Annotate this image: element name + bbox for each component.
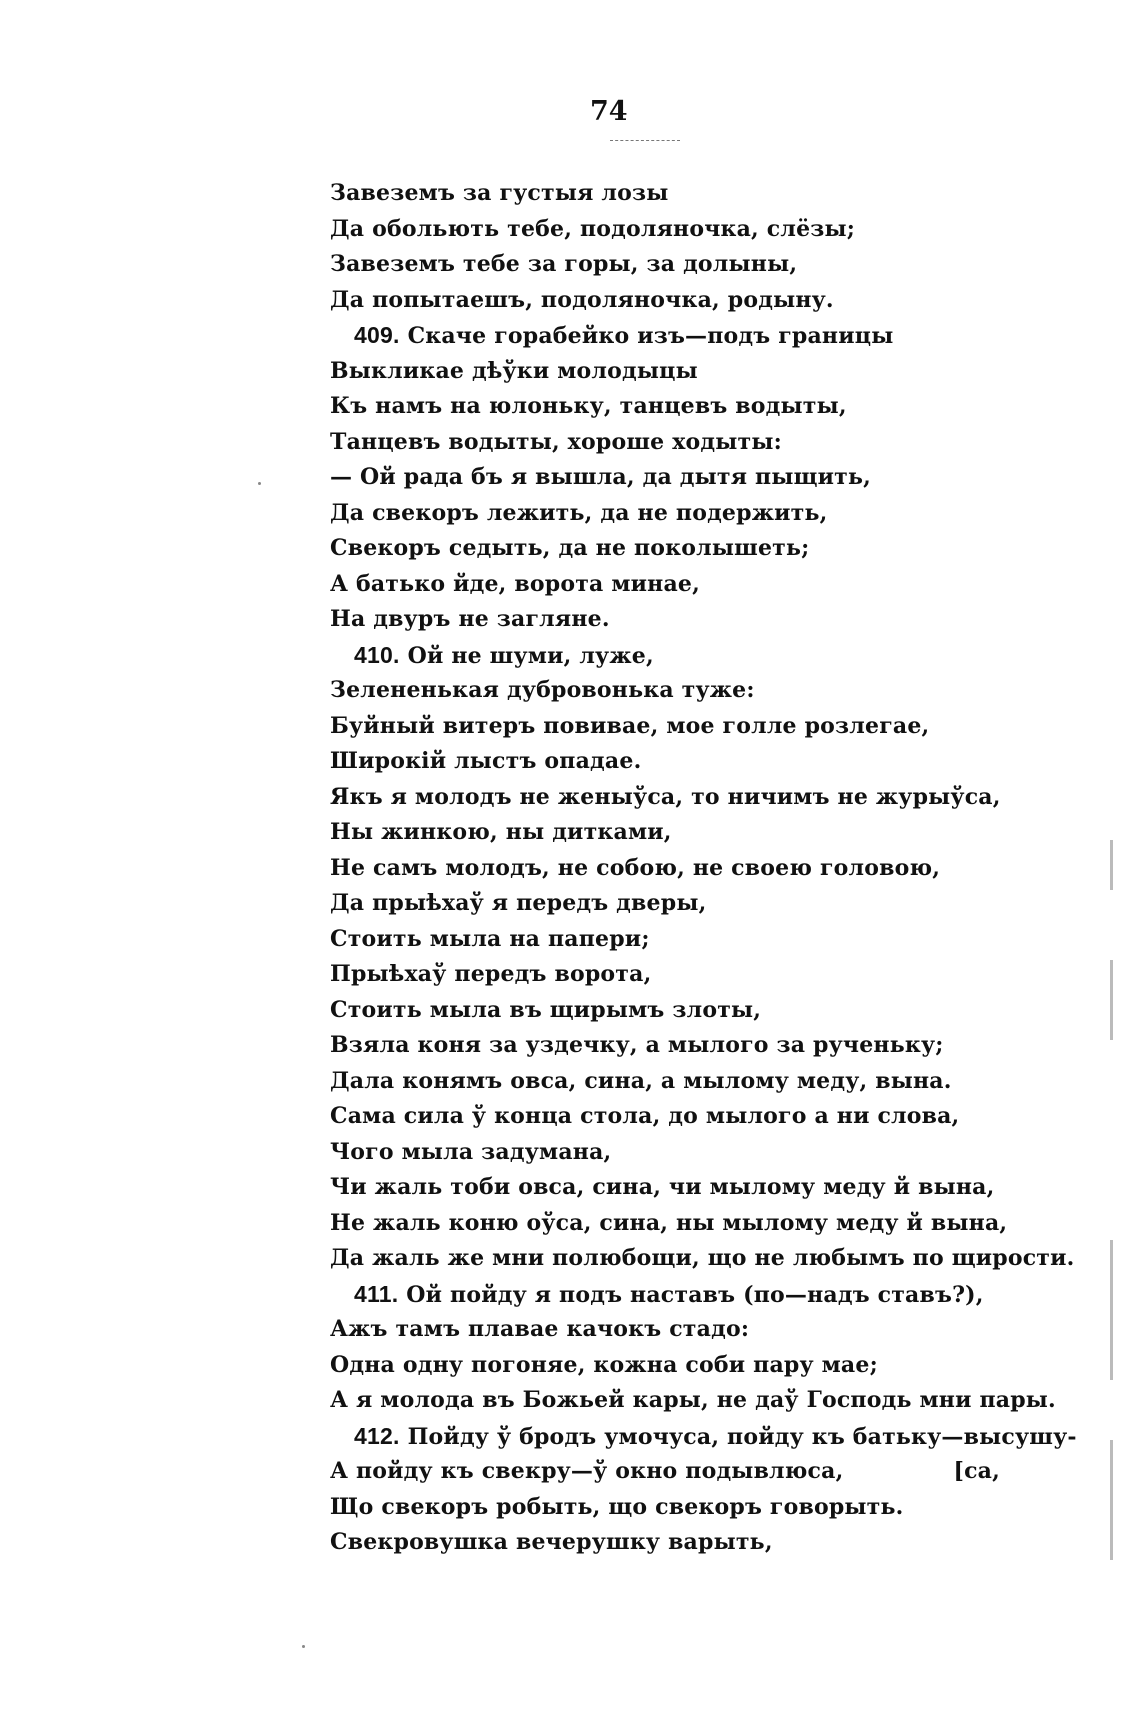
verse-number: 409. — [354, 322, 400, 348]
line-text: Завеземъ за густыя лозы — [330, 180, 669, 206]
verse-number: 411. — [354, 1280, 399, 1307]
text-line — [330, 425, 1020, 461]
line-text: Одна одну погоняе, кожна соби пару мае; — [330, 1351, 878, 1378]
line-text: Да обольють тебе, подоляночка, слёзы; — [330, 215, 856, 242]
line-text: — Ой рада бъ я вышла, да дытя пыщить, — [330, 464, 871, 490]
text-line — [330, 1525, 1020, 1561]
text-line — [330, 1348, 1020, 1384]
line-text: Буйный витеръ повивае, мое голле розлегае, — [330, 712, 930, 739]
text-line — [330, 602, 1020, 638]
line-text: Що свекоръ робыть, що свекоръ говорыть. — [330, 1493, 904, 1520]
text-line — [330, 744, 1020, 780]
page-number: 74 — [590, 96, 628, 127]
text-line — [330, 922, 1020, 958]
text-line — [330, 1241, 1075, 1277]
line-text: Танцевъ водыты, хороше ходыты: — [330, 428, 782, 455]
line-text: Завеземъ тебе за горы, за долыны, — [330, 251, 798, 277]
text-line — [330, 496, 1020, 532]
line-text: Зелененькая дубровонька туже: — [330, 677, 755, 703]
verse-first-line — [330, 318, 1020, 354]
line-text: Ой пойду я подъ наставъ (по—надъ ставъ?), — [406, 1281, 984, 1308]
text-line — [330, 567, 1020, 603]
text-line — [330, 460, 1020, 496]
text-line — [330, 780, 1020, 816]
line-text: Чого мыла задумана, — [330, 1138, 612, 1165]
line-text: Ажъ тамъ плавае качокъ стадо: — [330, 1316, 750, 1342]
text-line — [330, 993, 1020, 1029]
line-text: Ны жинкою, ны дитками, — [330, 819, 672, 845]
line-text: Стоить мыла на папери; — [330, 925, 650, 952]
line-text: Свекровушка вечерушку варыть, — [330, 1529, 773, 1555]
text-line — [330, 1454, 1020, 1490]
line-text: Выкликае дѣўки молодыцы — [330, 357, 698, 384]
line-text: Стоить мыла въ щирымъ злоты, — [330, 996, 762, 1023]
verse-first-line — [330, 638, 1020, 674]
line-text: Прыѣхаў передъ ворота, — [330, 961, 652, 987]
text-body — [330, 176, 1077, 1561]
line-text: Не самъ молодъ, не собою, не своею головою, — [330, 854, 941, 881]
text-line — [330, 957, 1020, 993]
text-line — [330, 851, 1020, 887]
text-line — [330, 212, 1020, 248]
line-text: Пойду ў бродъ умочуса, пойду къ батьку—высушу- — [407, 1423, 1077, 1450]
text-line — [330, 176, 1020, 212]
margin-scan-mark — [1110, 1240, 1113, 1380]
text-line — [330, 1383, 1056, 1419]
line-text: Не жаль коню оўса, сина, ны мылому меду й вына, — [330, 1209, 1008, 1236]
line-text: Да попытаешъ, подоляночка, родыну. — [330, 286, 834, 313]
line-text: Якъ я молодъ не женыўса, то ничимъ не журыўса, — [330, 783, 1001, 810]
line-text: Взяла коня за уздечку, а мылого за рученьку; — [330, 1032, 944, 1058]
line-text: Скаче горабейко изъ—подъ границы — [407, 323, 894, 349]
text-line — [330, 1170, 1020, 1206]
text-line — [330, 1206, 1020, 1242]
line-text: Да жаль же мни полюбощи, що не любымъ по щирости. — [330, 1245, 1075, 1271]
text-line — [330, 247, 1020, 283]
scan-speck — [302, 1645, 305, 1648]
line-text: А я молода въ Божьей кары, не даў Господь мни пары. — [330, 1387, 1056, 1413]
line-text: А батько йде, ворота минае, — [330, 570, 700, 597]
hyphenated-fragment: [са, — [953, 1458, 1000, 1484]
text-line — [330, 531, 1020, 567]
line-text: Сама сила ў конца стола, до мылого а ни слова, — [330, 1103, 960, 1129]
text-line — [330, 886, 1020, 922]
line-text: Къ намъ на юлоньку, танцевъ водыты, — [330, 393, 847, 419]
text-line — [330, 1490, 1020, 1526]
line-text: Дала конямъ овса, сина, а мылому меду, вына. — [330, 1067, 952, 1094]
verse-number: 412. — [354, 1422, 400, 1449]
text-line — [330, 815, 1020, 851]
text-line — [330, 1028, 1020, 1064]
line-text: Ой не шуми, луже, — [407, 642, 654, 669]
text-line — [330, 1135, 1020, 1171]
text-line — [330, 673, 1020, 709]
text-line — [330, 1099, 1020, 1135]
line-text: Да свекоръ лежить, да не подержить, — [330, 499, 828, 526]
margin-scan-mark — [1110, 960, 1113, 1040]
line-text: Да прыѣхаў я передъ дверы, — [330, 890, 707, 916]
line-text: Свекоръ седыть, да не поколышеть; — [330, 535, 810, 561]
verse-first-line — [330, 1277, 1020, 1313]
text-line — [330, 709, 1020, 745]
margin-scan-mark — [1110, 1440, 1113, 1560]
scan-speck — [258, 482, 261, 485]
text-line — [330, 1312, 1020, 1348]
line-text: На двуръ не загляне. — [330, 606, 610, 632]
text-line — [330, 283, 1020, 319]
line-text: Чи жаль тоби овса, сина, чи мылому меду й вына, — [330, 1174, 995, 1200]
verse-number: 410. — [354, 641, 400, 668]
line-text: А пойду къ свекру—ў окно подывлюса, — [330, 1458, 844, 1484]
text-line — [330, 389, 1020, 425]
margin-scan-mark — [1110, 840, 1113, 890]
verse-first-line — [330, 1419, 1077, 1455]
page-number-rule — [610, 140, 680, 141]
text-line — [330, 354, 1020, 390]
line-text: Широкій лыстъ опадае. — [330, 748, 642, 774]
text-line — [330, 1064, 1020, 1100]
